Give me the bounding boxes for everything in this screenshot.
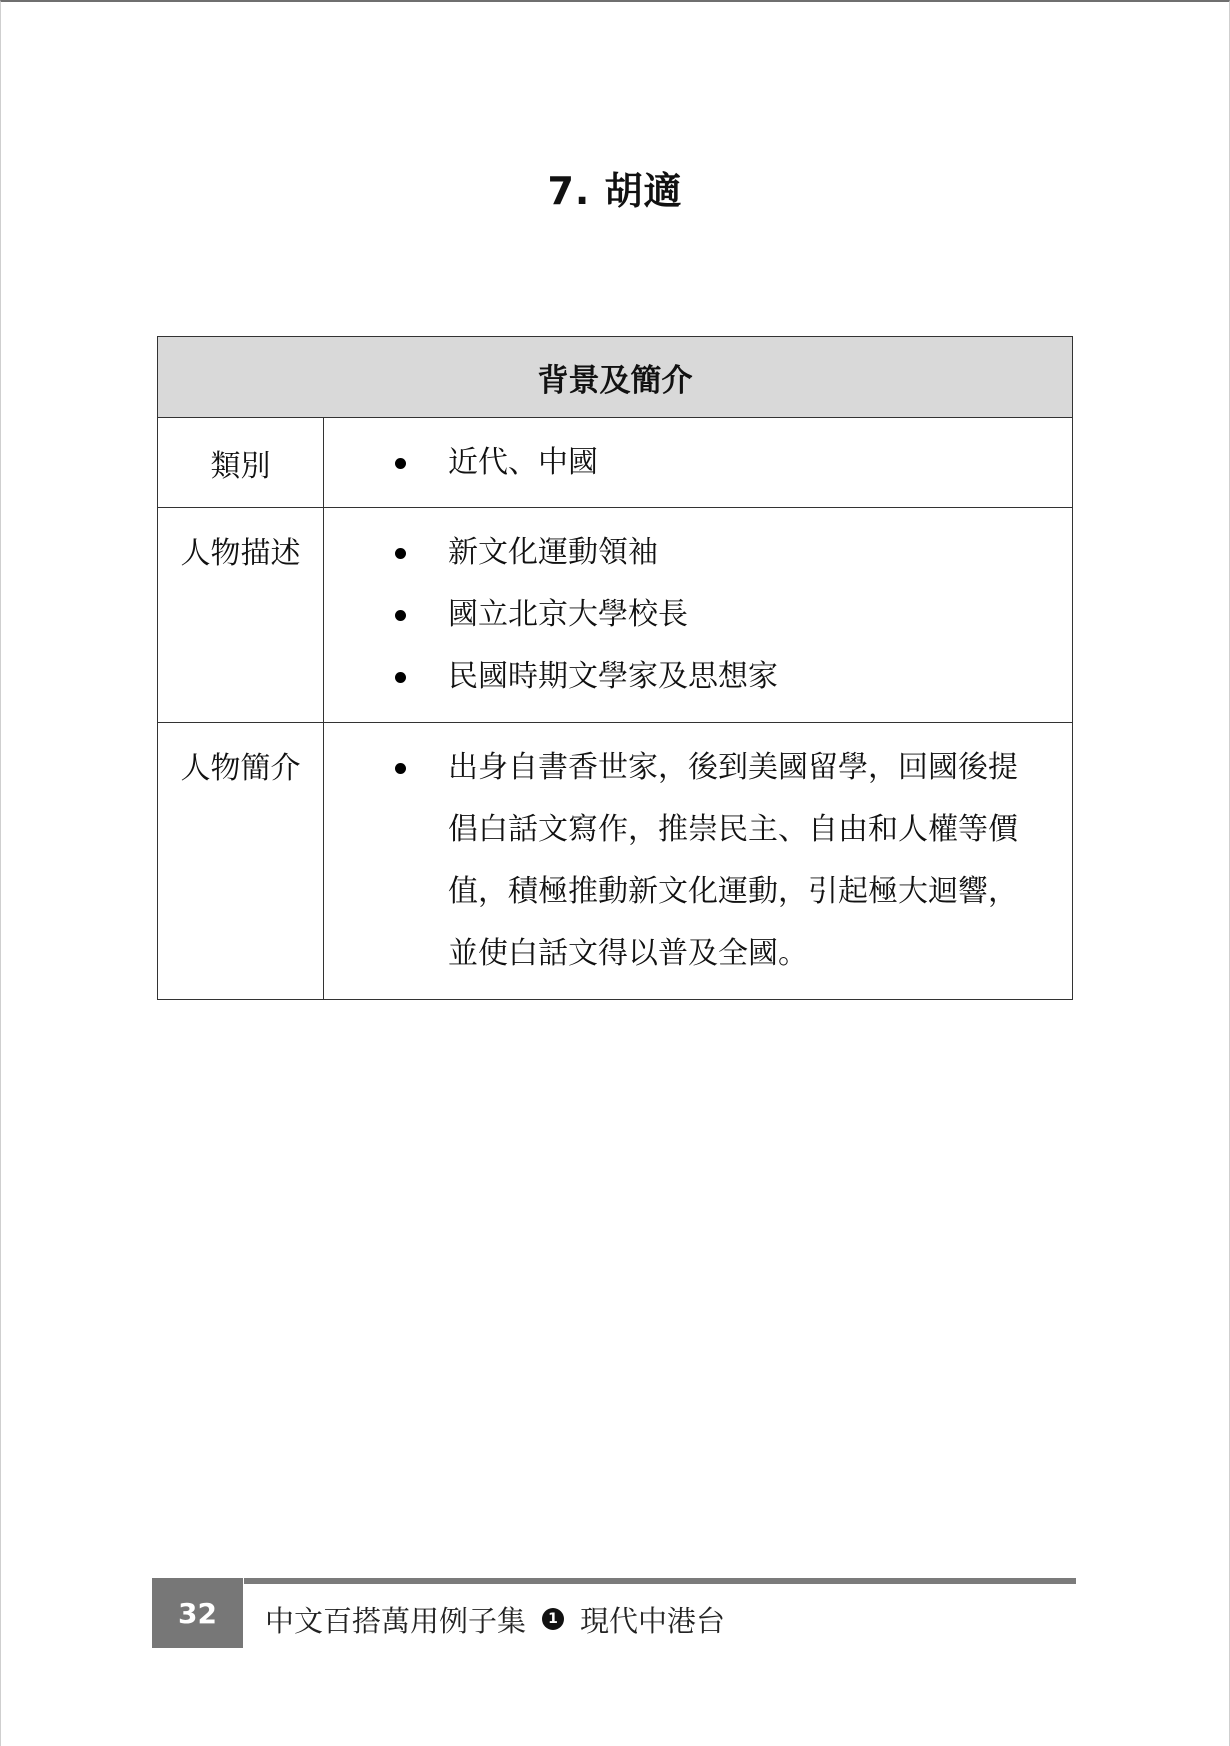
table-header: 背景及簡介 (158, 337, 1073, 418)
book-title-text: 中文百搭萬用例子集 (265, 1603, 527, 1638)
row-label-biography: 人物簡介 (158, 723, 324, 1000)
row-content-category (324, 418, 1073, 508)
bullet-icon (395, 610, 406, 621)
list-item-text: 出身自書香世家，後到美國留學，回國後提倡白話文寫作，推崇民主、自由和人權等價值，積極推動新文化運動，引起極大迴響，並使白話文得以普及全國。 (448, 750, 1018, 971)
bullet-icon (395, 763, 406, 774)
row-label-category: 類別 (158, 418, 324, 508)
row-content-description (324, 508, 1073, 723)
list-item-text: 近代、中國 (448, 444, 598, 480)
list-item-text: 國立北京大學校長 (448, 597, 688, 632)
page-number: 32 (152, 1578, 243, 1648)
footer-rule (244, 1578, 1076, 1584)
table-row-category (158, 418, 1073, 508)
row-content-biography (324, 723, 1073, 1000)
footer-book-title (265, 1597, 725, 1641)
info-table (157, 336, 1073, 1000)
bullet-icon (395, 458, 406, 469)
list-item (324, 737, 1032, 985)
page-title: 7. 胡適 (547, 169, 683, 213)
bullet-icon (395, 672, 406, 683)
table-row-biography (158, 723, 1073, 1000)
list-item-text: 民國時期文學家及思想家 (448, 659, 778, 694)
list-item (324, 522, 1032, 584)
book-subtitle-text: 現代中港台 (580, 1603, 726, 1638)
bullet-icon (395, 548, 406, 559)
table-row-description (158, 508, 1073, 723)
list-item (324, 432, 1032, 494)
row-label-description: 人物描述 (158, 508, 324, 723)
list-item-text: 新文化運動領袖 (448, 535, 658, 570)
volume-number-icon: 1 (542, 1608, 564, 1630)
table-header-row (158, 337, 1073, 418)
list-item (324, 646, 1032, 708)
list-item (324, 584, 1032, 646)
